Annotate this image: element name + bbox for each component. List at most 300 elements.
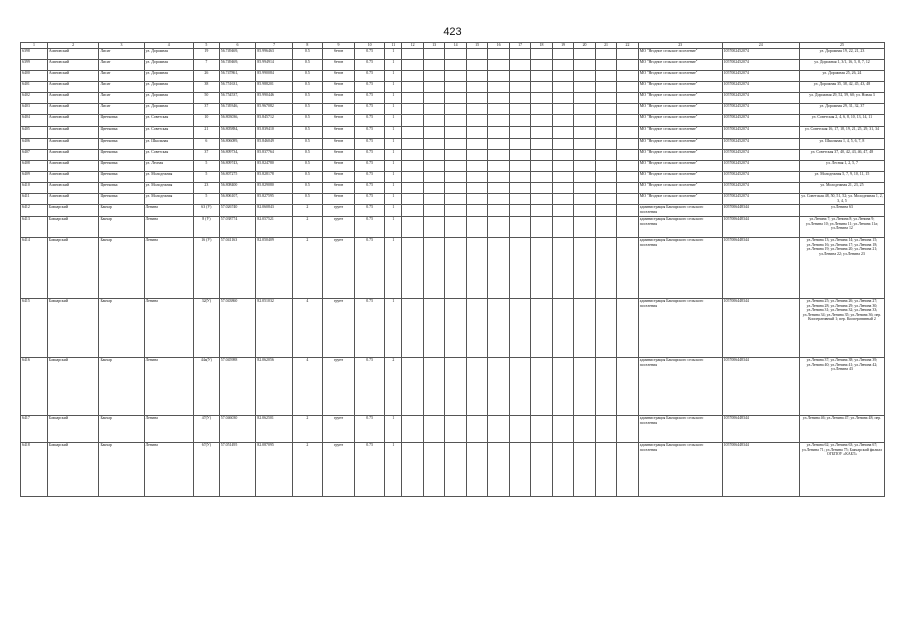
owner-cell: МО "Ягодное сельское поселение"	[638, 150, 722, 161]
empty-cell	[445, 194, 466, 205]
container-count-cell: 1	[385, 443, 402, 497]
surface-cell: грунт	[322, 443, 354, 497]
empty-cell	[488, 416, 509, 443]
empty-cell	[531, 127, 552, 139]
empty-cell	[574, 183, 595, 194]
empty-cell	[445, 358, 466, 416]
surface-cell: бетон	[322, 183, 354, 194]
area-cell: 4	[292, 358, 322, 416]
empty-cell	[402, 205, 423, 217]
row-id: 6415	[21, 299, 48, 358]
served-addresses-cell: ул. Советская 37, 40, 42, 43, 46, 47, 48	[799, 150, 884, 161]
empty-cell	[423, 443, 444, 497]
area-cell: 2	[292, 217, 322, 238]
served-addresses-cell: ул.Ленина 62; ул.Ленина 63; ул.Ленина 67; ул.Ленина 71; ул.Ленина 75; Бакчарский филиал ОГБПОУ «КАБТ»	[799, 443, 884, 497]
empty-cell	[466, 71, 487, 82]
empty-cell	[423, 194, 444, 205]
empty-cell	[509, 104, 530, 115]
empty-cell	[466, 194, 487, 205]
empty-cell	[423, 217, 444, 238]
surface-cell: бетон	[322, 194, 354, 205]
served-addresses-cell: ул. Дорожная 29, 31, 32, 37	[799, 104, 884, 115]
empty-cell	[595, 416, 616, 443]
area-cell: 0.5	[292, 71, 322, 82]
empty-cell	[531, 217, 552, 238]
settlement-cell: Бакчар	[99, 443, 144, 497]
empty-cell	[595, 205, 616, 217]
empty-cell	[574, 49, 595, 60]
area-cell: 0.5	[292, 93, 322, 104]
empty-cell	[509, 150, 530, 161]
surface-cell: бетон	[322, 93, 354, 104]
empty-cell	[574, 238, 595, 299]
surface-cell: грунт	[322, 238, 354, 299]
latitude-cell: 56.806107,	[219, 194, 256, 205]
empty-cell	[574, 161, 595, 172]
empty-cell	[595, 194, 616, 205]
volume-cell: 0.75	[355, 60, 385, 71]
column-number: 17	[509, 43, 530, 49]
district-cell: Асиновский	[47, 172, 99, 183]
row-id: 6418	[21, 443, 48, 497]
area-cell: 0.5	[292, 104, 322, 115]
house-cell: 21	[193, 127, 219, 139]
surface-cell: бетон	[322, 127, 354, 139]
container-count-cell: 1	[385, 205, 402, 217]
empty-cell	[423, 416, 444, 443]
surface-cell: грунт	[322, 299, 354, 358]
area-cell: 0.5	[292, 115, 322, 127]
owner-cell: МО "Ягодное сельское поселение"	[638, 82, 722, 93]
empty-cell	[552, 104, 573, 115]
ogrn-cell: 1057006448344	[722, 205, 799, 217]
empty-cell	[574, 416, 595, 443]
house-cell: 44а(У)	[193, 358, 219, 416]
empty-cell	[466, 299, 487, 358]
area-cell: 0.5	[292, 49, 322, 60]
area-cell: 0.5	[292, 172, 322, 183]
page-number: 423	[443, 26, 462, 38]
street-cell: Ленина	[144, 217, 193, 238]
longitude-cell: 85.990084	[256, 71, 293, 82]
empty-cell	[445, 416, 466, 443]
empty-cell	[423, 115, 444, 127]
empty-cell	[466, 183, 487, 194]
volume-cell: 0.75	[355, 194, 385, 205]
house-cell: 38	[193, 82, 219, 93]
settlement-cell: Цветковка	[99, 161, 144, 172]
row-id: 6400	[21, 71, 48, 82]
empty-cell	[531, 161, 552, 172]
empty-cell	[423, 299, 444, 358]
empty-cell	[423, 358, 444, 416]
longitude-cell: 85.988201	[256, 82, 293, 93]
empty-cell	[552, 172, 573, 183]
street-cell: Ленина	[144, 238, 193, 299]
ogrn-cell: 1057002452074	[722, 150, 799, 161]
owner-cell: МО "Ягодное сельское поселение"	[638, 161, 722, 172]
empty-cell	[402, 127, 423, 139]
ogrn-cell: 1057002452074	[722, 115, 799, 127]
settlement-cell: Бакчар	[99, 217, 144, 238]
volume-cell: 0.75	[355, 82, 385, 93]
table-row	[21, 183, 885, 194]
empty-cell	[552, 150, 573, 161]
street-cell: ул. Советская	[144, 150, 193, 161]
volume-cell: 0.75	[355, 416, 385, 443]
empty-cell	[552, 205, 573, 217]
register-table	[20, 42, 885, 497]
empty-cell	[445, 172, 466, 183]
district-cell: Асиновский	[47, 115, 99, 127]
empty-cell	[595, 238, 616, 299]
street-cell: Ленина	[144, 205, 193, 217]
empty-cell	[617, 205, 638, 217]
surface-cell: бетон	[322, 71, 354, 82]
street-cell: ул. Советская	[144, 115, 193, 127]
container-count-cell: 1	[385, 416, 402, 443]
empty-cell	[445, 127, 466, 139]
container-count-cell: 1	[385, 217, 402, 238]
house-cell: 10	[193, 115, 219, 127]
table-row	[21, 172, 885, 183]
latitude-cell: 57.046030	[219, 416, 256, 443]
house-cell: 16 (У)	[193, 238, 219, 299]
street-cell: ул. Дорожная	[144, 60, 193, 71]
empty-cell	[509, 139, 530, 150]
empty-cell	[617, 150, 638, 161]
longitude-cell: 82.060843	[256, 205, 293, 217]
street-cell: Ленина	[144, 443, 193, 497]
settlement-cell: Лисят	[99, 104, 144, 115]
settlement-cell: Цветковка	[99, 139, 144, 150]
settlement-cell: Бакчар	[99, 238, 144, 299]
empty-cell	[617, 358, 638, 416]
volume-cell: 0.75	[355, 127, 385, 139]
settlement-cell: Цветковка	[99, 127, 144, 139]
owner-cell: администрация Бакчарского сельского поселения	[638, 299, 722, 358]
area-cell: 0.5	[292, 183, 322, 194]
empty-cell	[574, 443, 595, 497]
house-cell: 5	[193, 161, 219, 172]
volume-cell: 0.75	[355, 139, 385, 150]
served-addresses-cell: ул. Дорожная 35, 38, 42, 45, 43, 48	[799, 82, 884, 93]
empty-cell	[574, 205, 595, 217]
empty-cell	[423, 127, 444, 139]
empty-cell	[574, 150, 595, 161]
area-cell: 2	[292, 205, 322, 217]
container-count-cell: 2	[385, 358, 402, 416]
row-id: 6405	[21, 127, 48, 139]
empty-cell	[466, 416, 487, 443]
table-row	[21, 104, 885, 115]
empty-cell	[574, 139, 595, 150]
owner-cell: администрация Бакчарского сельского поселения	[638, 443, 722, 497]
district-cell: Бакчарский	[47, 443, 99, 497]
settlement-cell: Лисят	[99, 93, 144, 104]
surface-cell: бетон	[322, 104, 354, 115]
container-count-cell: 1	[385, 238, 402, 299]
latitude-cell: 57.026740	[219, 205, 256, 217]
table-row	[21, 205, 885, 217]
street-cell: ул. Дорожная	[144, 82, 193, 93]
empty-cell	[488, 139, 509, 150]
container-count-cell: 1	[385, 104, 402, 115]
empty-cell	[531, 194, 552, 205]
volume-cell: 0.75	[355, 443, 385, 497]
empty-cell	[617, 127, 638, 139]
empty-cell	[574, 82, 595, 93]
empty-cell	[488, 299, 509, 358]
served-addresses-cell: ул.Ленина 37; ул.Ленина 38; ул.Ленина 39; ул.Ленина 40; ул.Ленина 41; ул.Ленина 42; ул.Ленина 43	[799, 358, 884, 416]
longitude-cell: 85.828178	[256, 172, 293, 183]
empty-cell	[617, 299, 638, 358]
empty-cell	[423, 205, 444, 217]
container-count-cell: 1	[385, 71, 402, 82]
street-cell: ул. Дорожная	[144, 104, 193, 115]
latitude-cell: 56.747861,	[219, 71, 256, 82]
empty-cell	[466, 127, 487, 139]
empty-cell	[617, 443, 638, 497]
ogrn-cell: 1057002452074	[722, 93, 799, 104]
served-addresses-cell: ул. Дорожная 19, 22, 21, 23	[799, 49, 884, 60]
surface-cell: бетон	[322, 139, 354, 150]
settlement-cell: Лисят	[99, 71, 144, 82]
empty-cell	[595, 49, 616, 60]
empty-cell	[595, 82, 616, 93]
empty-cell	[466, 104, 487, 115]
empty-cell	[574, 217, 595, 238]
area-cell: 2	[292, 416, 322, 443]
register-body	[21, 43, 885, 497]
column-number: 8	[292, 43, 322, 49]
empty-cell	[531, 115, 552, 127]
longitude-cell: 85.839410	[256, 127, 293, 139]
volume-cell: 0.75	[355, 205, 385, 217]
empty-cell	[488, 443, 509, 497]
empty-cell	[488, 49, 509, 60]
empty-cell	[488, 93, 509, 104]
container-count-cell: 1	[385, 172, 402, 183]
empty-cell	[466, 150, 487, 161]
empty-cell	[445, 139, 466, 150]
district-cell: Асиновский	[47, 104, 99, 115]
empty-cell	[466, 115, 487, 127]
empty-cell	[488, 194, 509, 205]
empty-cell	[402, 443, 423, 497]
empty-cell	[488, 104, 509, 115]
district-cell: Бакчарский	[47, 299, 99, 358]
empty-cell	[509, 299, 530, 358]
settlement-cell: Цветковка	[99, 183, 144, 194]
empty-cell	[488, 217, 509, 238]
table-row	[21, 358, 885, 416]
ogrn-cell: 1057002452074	[722, 172, 799, 183]
empty-cell	[531, 238, 552, 299]
empty-cell	[423, 49, 444, 60]
empty-cell	[552, 299, 573, 358]
row-id: 6403	[21, 104, 48, 115]
district-cell: Асиновский	[47, 71, 99, 82]
settlement-cell: Лисят	[99, 49, 144, 60]
surface-cell: бетон	[322, 60, 354, 71]
empty-cell	[509, 172, 530, 183]
district-cell: Асиновский	[47, 93, 99, 104]
owner-cell: МО "Ягодное сельское поселение"	[638, 183, 722, 194]
empty-cell	[466, 161, 487, 172]
row-id: 6402	[21, 93, 48, 104]
row-id: 6416	[21, 358, 48, 416]
empty-cell	[402, 183, 423, 194]
column-number: 2	[47, 43, 99, 49]
district-cell: Бакчарский	[47, 217, 99, 238]
empty-cell	[402, 115, 423, 127]
served-addresses-cell: ул. Советская 2, 4, 6, 8, 10, 13, 14, 11	[799, 115, 884, 127]
container-count-cell: 1	[385, 82, 402, 93]
empty-cell	[466, 172, 487, 183]
row-id: 6401	[21, 82, 48, 93]
empty-cell	[595, 161, 616, 172]
ogrn-cell: 1057002452074	[722, 194, 799, 205]
district-cell: Асиновский	[47, 82, 99, 93]
longitude-cell: 85.827595	[256, 194, 293, 205]
area-cell: 2	[292, 443, 322, 497]
served-addresses-cell: ул. Школьная 1, 4, 5, 6, 7, 8	[799, 139, 884, 150]
empty-cell	[595, 104, 616, 115]
empty-cell	[423, 82, 444, 93]
empty-cell	[595, 172, 616, 183]
area-cell: 0.5	[292, 139, 322, 150]
empty-cell	[595, 150, 616, 161]
empty-cell	[552, 358, 573, 416]
container-count-cell: 1	[385, 139, 402, 150]
empty-cell	[509, 115, 530, 127]
empty-cell	[488, 127, 509, 139]
empty-cell	[402, 299, 423, 358]
house-cell: 5	[193, 194, 219, 205]
row-id: 6404	[21, 115, 48, 127]
ogrn-cell: 1057006448344	[722, 416, 799, 443]
empty-cell	[574, 299, 595, 358]
ogrn-cell: 1057002452074	[722, 161, 799, 172]
table-row	[21, 238, 885, 299]
empty-cell	[552, 93, 573, 104]
empty-cell	[552, 217, 573, 238]
empty-cell	[488, 150, 509, 161]
empty-cell	[617, 183, 638, 194]
house-cell: 5	[193, 172, 219, 183]
volume-cell: 0.75	[355, 172, 385, 183]
volume-cell: 0.75	[355, 93, 385, 104]
district-cell: Бакчарский	[47, 358, 99, 416]
empty-cell	[531, 299, 552, 358]
house-cell: 6	[193, 139, 219, 150]
table-row	[21, 49, 885, 60]
surface-cell: бетон	[322, 82, 354, 93]
owner-cell: администрация Бакчарского сельского поселения	[638, 358, 722, 416]
owner-cell: МО "Ягодное сельское поселение"	[638, 127, 722, 139]
empty-cell	[402, 217, 423, 238]
empty-cell	[402, 49, 423, 60]
volume-cell: 0.75	[355, 49, 385, 60]
empty-cell	[595, 139, 616, 150]
empty-cell	[595, 299, 616, 358]
district-cell: Асиновский	[47, 161, 99, 172]
owner-cell: МО "Ягодное сельское поселение"	[638, 60, 722, 71]
empty-cell	[445, 183, 466, 194]
latitude-cell: 56.806089,	[219, 139, 256, 150]
district-cell: Асиновский	[47, 127, 99, 139]
surface-cell: бетон	[322, 161, 354, 172]
house-cell: 8 (У)	[193, 217, 219, 238]
area-cell: 0.5	[292, 150, 322, 161]
container-count-cell: 1	[385, 60, 402, 71]
empty-cell	[488, 115, 509, 127]
ogrn-cell: 1057002452074	[722, 60, 799, 71]
table-row	[21, 194, 885, 205]
latitude-cell: 56.808400	[219, 183, 256, 194]
street-cell: Ленина	[144, 416, 193, 443]
longitude-cell: 82.062056	[256, 358, 293, 416]
street-cell: ул. Дорожная	[144, 71, 193, 82]
longitude-cell: 82.062501	[256, 416, 293, 443]
column-number: 22	[617, 43, 638, 49]
table-row	[21, 139, 885, 150]
empty-cell	[617, 49, 638, 60]
area-cell: 0.5	[292, 194, 322, 205]
served-addresses-cell: ул.Ленина 46; ул.Ленина 47; ул.Ленина 48; пер.	[799, 416, 884, 443]
volume-cell: 0.75	[355, 238, 385, 299]
row-id: 6398	[21, 49, 48, 60]
empty-cell	[466, 49, 487, 60]
row-id: 6408	[21, 161, 48, 172]
settlement-cell: Цветковка	[99, 172, 144, 183]
latitude-cell: 57.051495	[219, 443, 256, 497]
house-cell: 50	[193, 93, 219, 104]
empty-cell	[531, 443, 552, 497]
ogrn-cell: 1057006448344	[722, 299, 799, 358]
longitude-cell: 85.837764	[256, 150, 293, 161]
empty-cell	[574, 93, 595, 104]
ogrn-cell: 1057002452074	[722, 104, 799, 115]
row-id: 6412	[21, 205, 48, 217]
empty-cell	[445, 205, 466, 217]
longitude-cell: 85.845712	[256, 115, 293, 127]
empty-cell	[595, 71, 616, 82]
empty-cell	[402, 238, 423, 299]
empty-cell	[552, 71, 573, 82]
empty-cell	[445, 93, 466, 104]
owner-cell: МО "Ягодное сельское поселение"	[638, 104, 722, 115]
area-cell: 0.5	[292, 127, 322, 139]
container-count-cell: 1	[385, 183, 402, 194]
owner-cell: администрация Бакчарского сельского поселения	[638, 217, 722, 238]
empty-cell	[617, 194, 638, 205]
latitude-cell: 56.754537,	[219, 93, 256, 104]
empty-cell	[423, 93, 444, 104]
empty-cell	[488, 238, 509, 299]
empty-cell	[509, 183, 530, 194]
longitude-cell: 85.996463	[256, 49, 293, 60]
empty-cell	[445, 238, 466, 299]
surface-cell: бетон	[322, 115, 354, 127]
row-id: 6410	[21, 183, 48, 194]
empty-cell	[445, 82, 466, 93]
column-number: 10	[355, 43, 385, 49]
settlement-cell: Цветковка	[99, 115, 144, 127]
column-number: 24	[722, 43, 799, 49]
owner-cell: МО "Ягодное сельское поселение"	[638, 71, 722, 82]
